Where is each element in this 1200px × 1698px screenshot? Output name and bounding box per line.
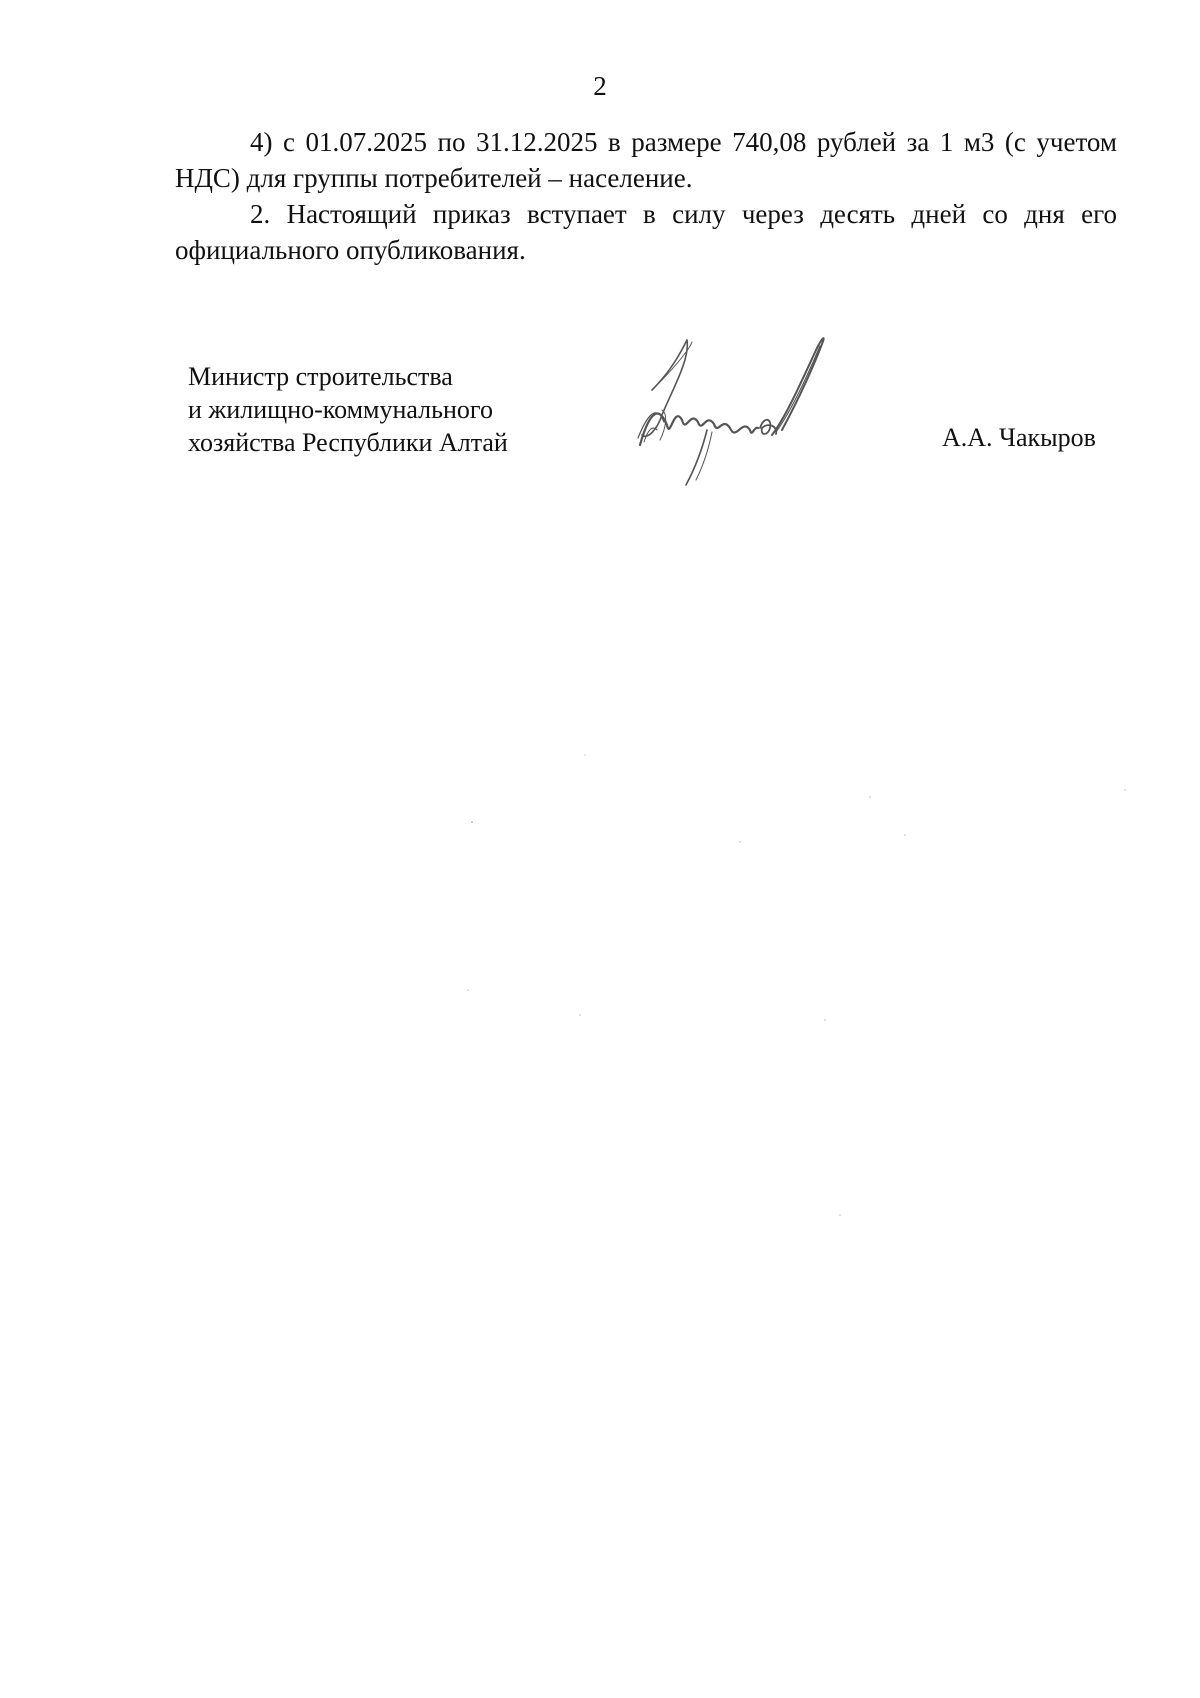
page-number: 2	[593, 71, 607, 101]
signatory-title-line: Министр строительства	[188, 362, 453, 391]
signatory-title-line: и жилищно-коммунального	[188, 395, 493, 424]
signatory-name: А.А. Чакыров	[942, 423, 1096, 452]
paragraph-clause-2: 2. Настоящий приказ вступает в силу через десять дней со дня его официального опубликования.	[175, 199, 1117, 265]
paragraph-item-4: 4) с 01.07.2025 по 31.12.2025 в размере 740,08 рублей за 1 м3 (с учетом НДС) для группы потребителей – население.	[175, 127, 1117, 193]
signatory-title-line: хозяйства Республики Алтай	[188, 428, 508, 457]
